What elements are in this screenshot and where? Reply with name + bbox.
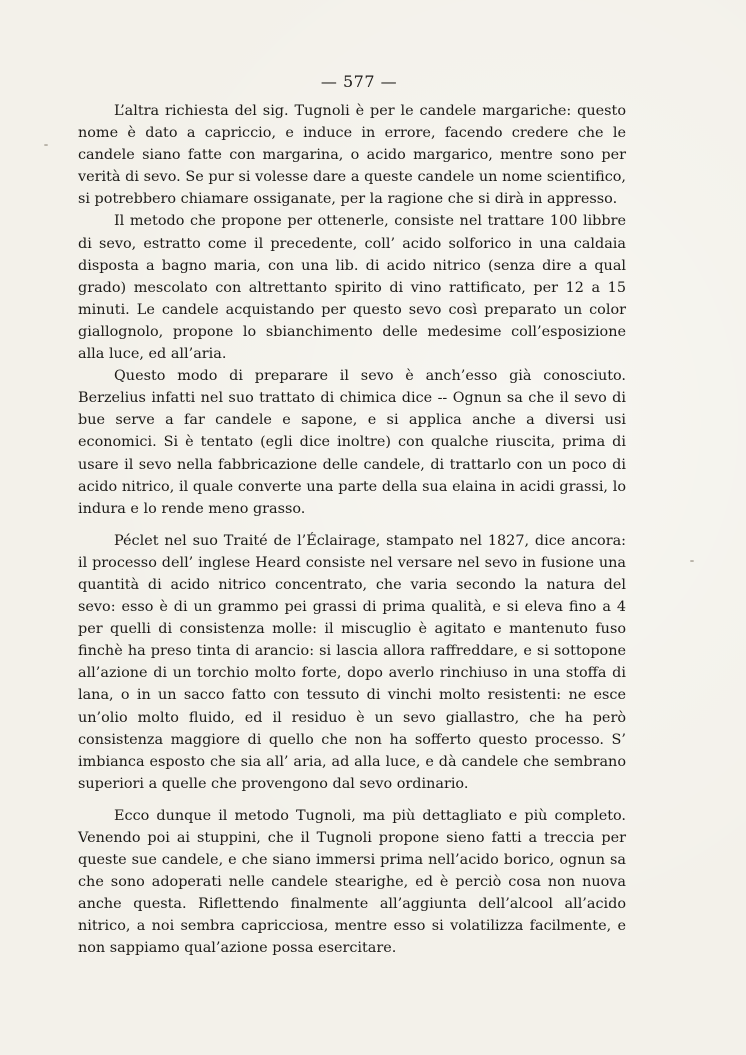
paragraph-conclusione: Ecco dunque il metodo Tugnoli, ma più dettagliato e più completo. Venendo poi ai stuppini, che il Tugnoli propone sieno fatti a treccia per queste sue candele, e che siano immersi prima nell’acido borico, ognun sa che sono adoperati nelle candele stearighe, ed è perciò cosa non nuova anche questa. Riflettendo finalmente all’aggiunta dell’alcool all’acido nitrico, a noi sembra capricciosa, mentre esso si volatilizza facilmente, e non sappiamo qual’azione possa esercitare. <box>78 807 626 957</box>
paragraph-berzelius: Questo modo di preparare il sevo è anch’esso già conosciuto. Berzelius infatti nel suo trattato di chimica dice -- Ognun sa che il sevo di bue serve a far candele e sapone, e si applica anche a diversi usi economici. Si è tentato (egli dice inoltre) con qualche riuscita, prima di usare il sevo nella fabbricazione delle candele, di trattarlo con un poco di acido nitrico, il quale converte una parte della sua elaina in acidi grassi, lo indura e lo rende meno grasso. <box>78 368 626 517</box>
page-number: — 577 — <box>320 72 398 91</box>
paragraph-margariche: L’altra richiesta del sig. Tugnoli è per le candele margariche: questo nome è dato a capriccio, e induce in errore, facendo credere che le candele siano fatte con margarina, o acido margarico, mentre sono per verità di sevo. Se pur si volesse dare a queste candele un nome scientifico, si potrebbero chiamare ossiganate, per la ragione che si dirà in appresso. <box>78 103 626 208</box>
paragraph-metodo: Il metodo che propone per ottenerle, consiste nel trattare 100 libbre di sevo, estratto come il precedente, coll’ acido solforico in una caldaia disposta a bagno maria, con una lib. di acido nitrico (senza dire a qual grado) mescolato con altrettanto spirito di vino rattificato, per 12 a 15 minuti. Le candele acquistando per questo sevo così preparato un color giallognolo, propone lo sbianchimento delle medesime coll’esposizione alla luce, ed all’aria. <box>78 213 626 363</box>
body-text <box>78 100 626 960</box>
paper-speck <box>690 560 694 562</box>
paper-speck <box>44 144 48 146</box>
paragraph-peclet: Péclet nel suo Traité de l’Éclairage, stampato nel 1827, dice ancora: il processo dell’ inglese Heard consiste nel versare nel sevo in fusione una quantità di acido nitrico concentrato, che varia secondo la natura del sevo: esso è di un grammo pei grassi di prima qualità, e si eleva fino a 4 per quelli di consistenza molle: il miscuglio è agitato e mantenuto fuso finchè ha preso tinta di arancio: si lascia allora raffreddare, e si sottopone all’azione di un torchio molto forte, dopo averlo rinchiuso in una stoffa di lana, o in un sacco fatto con tessuto di vinchi molto resistenti: ne esce un’olio molto fluido, ed il residuo è un sevo giallastro, che ha però consistenza maggiore di quello che non ha sofferto questo processo. S’ imbianca esposto che sia all’ aria, ad alla luce, e dà candele che sembrano superiori a quelle che provengono dal sevo ordinario. <box>78 532 626 792</box>
